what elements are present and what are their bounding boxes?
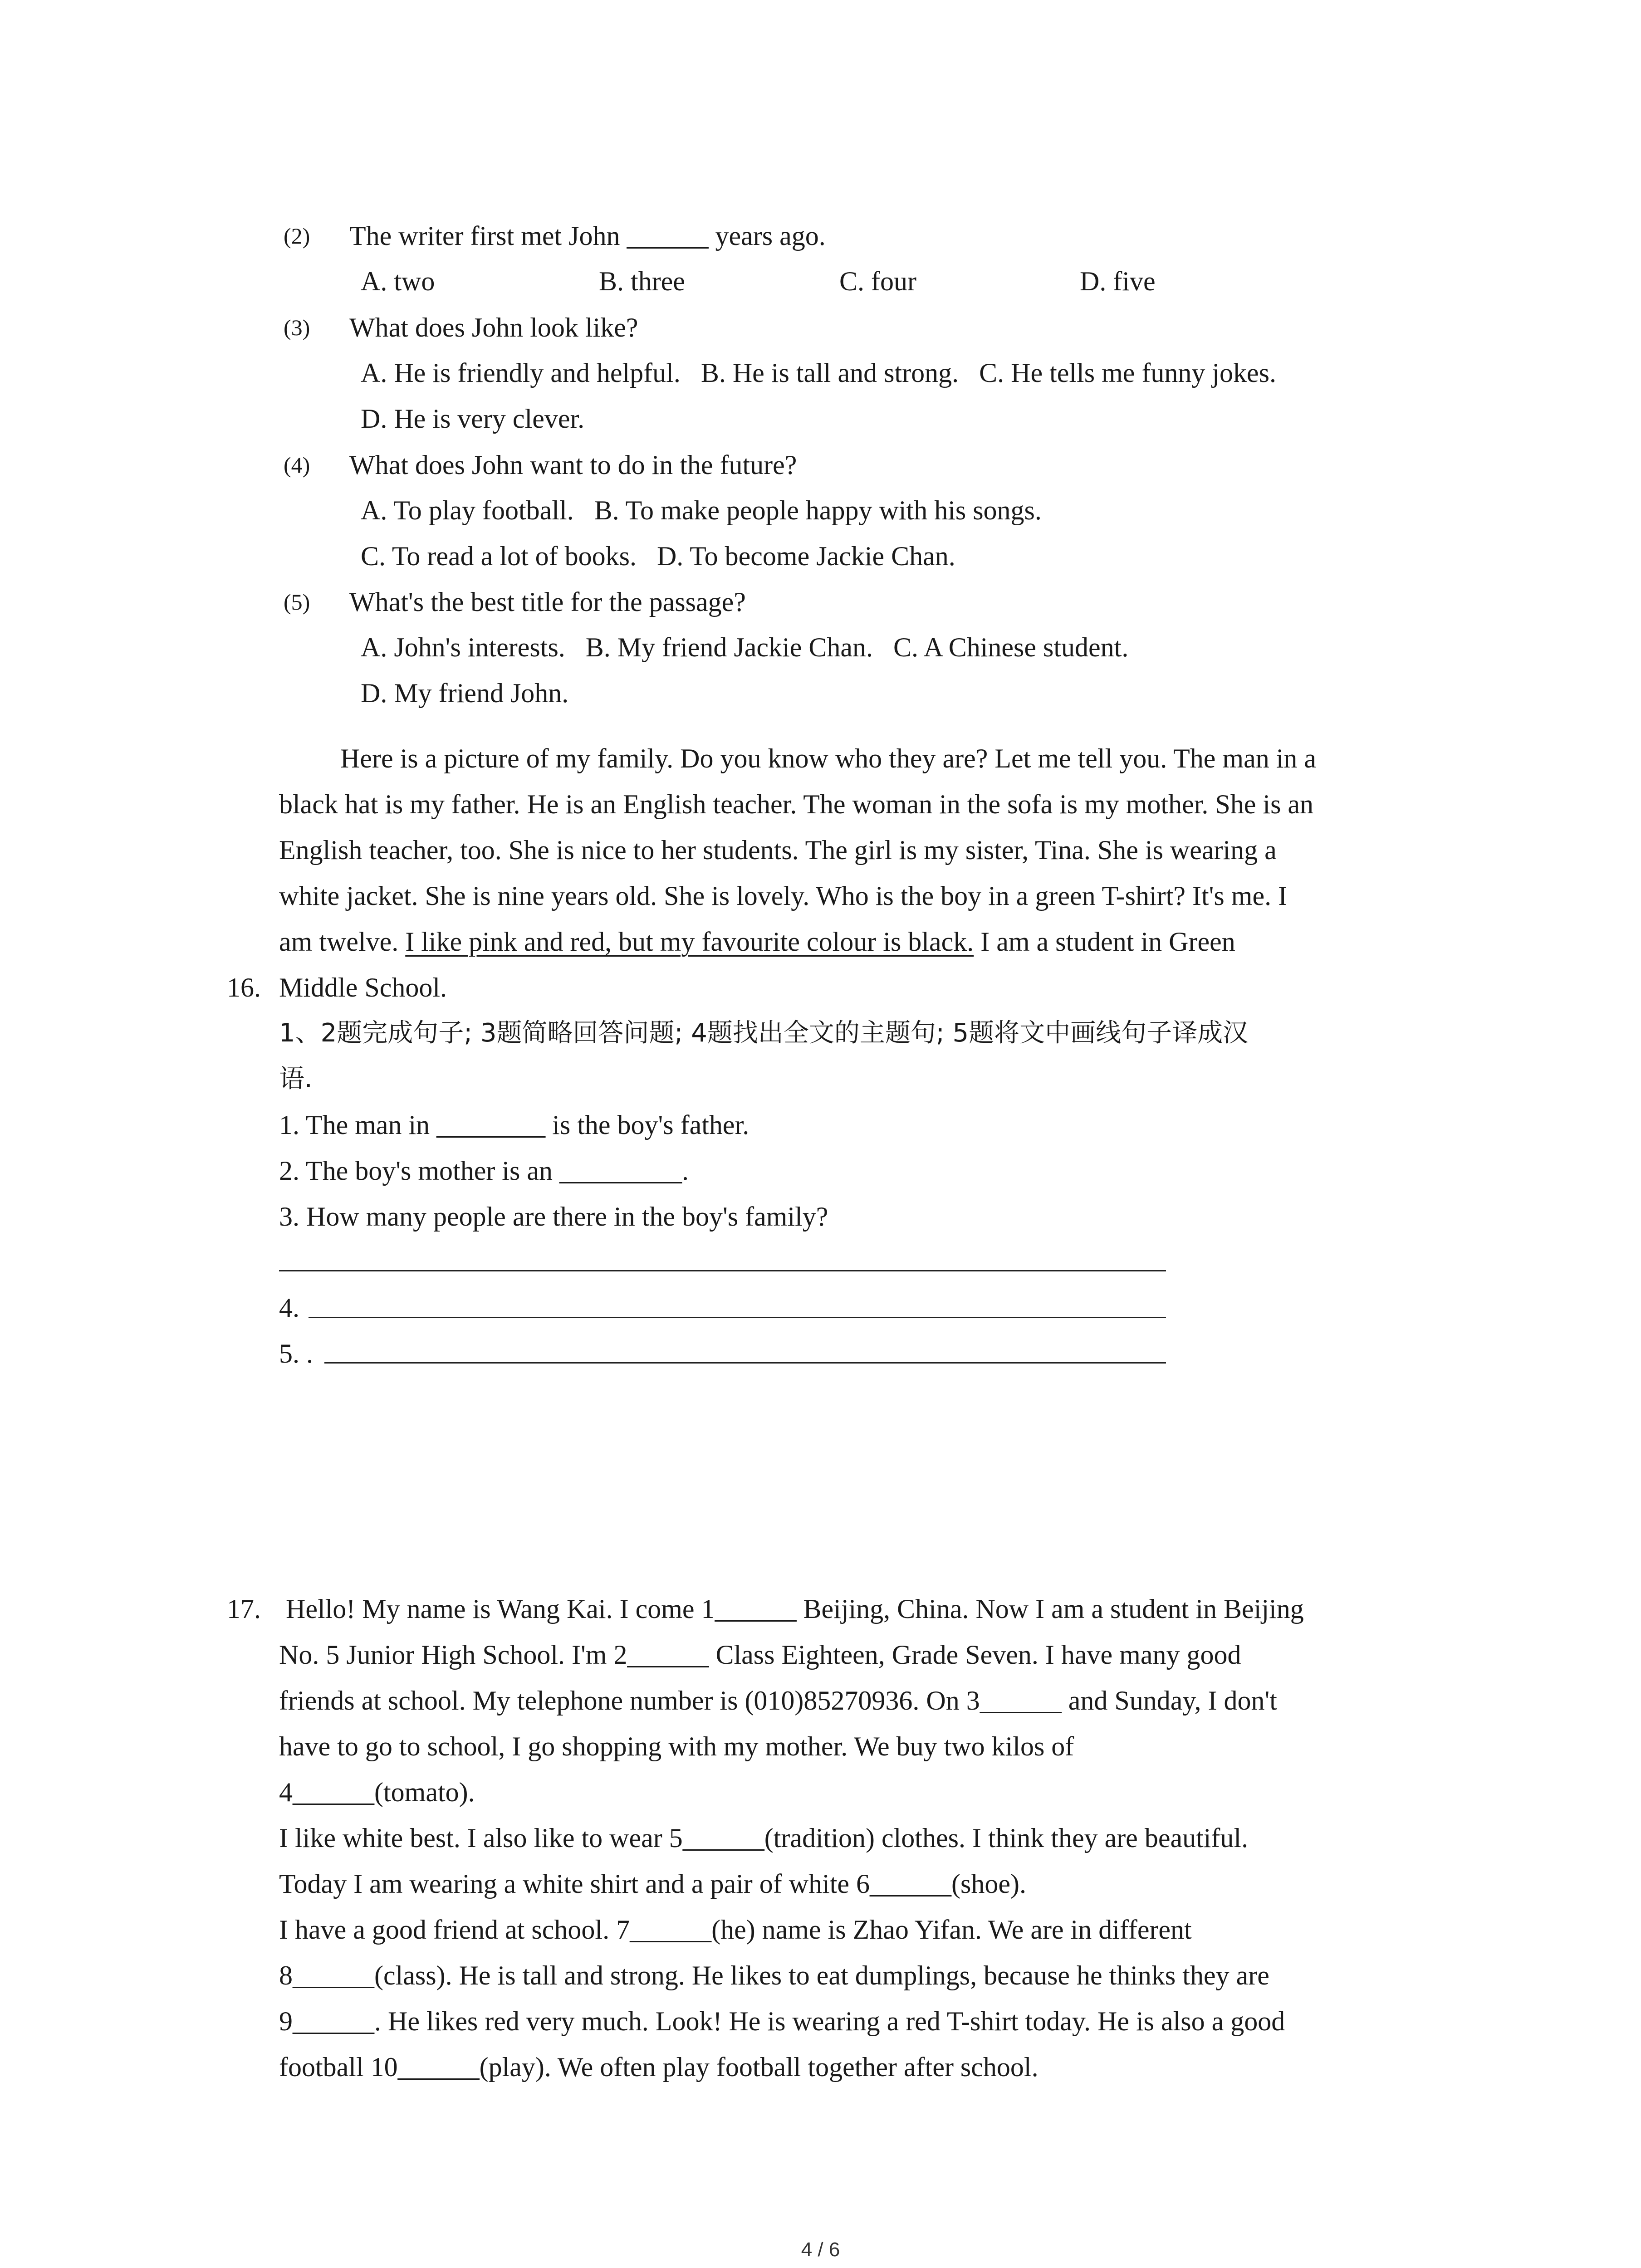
sub-question-3: 3. How many people are there in the boy's family? xyxy=(279,1202,828,1232)
passage-line: Hello! My name is Wang Kai. I come 1______ Beijing, China. Now I am a student in Beijing xyxy=(286,1594,1304,1624)
sub-question-2: 2. The boy's mother is an _________. xyxy=(279,1156,689,1186)
question-number: 17. xyxy=(227,1594,261,1624)
passage-line: I have a good friend at school. 7______(he) name is Zhao Yifan. We are in different xyxy=(279,1915,1192,1945)
option-d: D. five xyxy=(1080,266,1156,296)
instruction-text: 语. xyxy=(279,1064,313,1094)
page-number: 4 / 6 xyxy=(801,2239,840,2261)
passage-line: am twelve. I like pink and red, but my favourite colour is black. I am a student in Green xyxy=(279,927,1235,957)
passage-line: 4______(tomato). xyxy=(279,1777,475,1807)
options-line: A. To play football. B. To make people happy with his songs. xyxy=(361,495,1042,525)
passage-line: white jacket. She is nine years old. She is lovely. Who is the boy in a green T-shirt? It's me. I xyxy=(279,881,1288,911)
option-b: B. three xyxy=(599,266,685,296)
options-line: A. John's interests. B. My friend Jackie Chan. C. A Chinese student. xyxy=(361,632,1129,662)
passage-line: football 10______(play). We often play football together after school. xyxy=(279,2052,1038,2082)
item-number: (4) xyxy=(284,452,310,478)
options-line: D. My friend John. xyxy=(361,678,569,708)
passage-line: have to go to school, I go shopping with my mother. We buy two kilos of xyxy=(279,1731,1074,1761)
option-a: A. two xyxy=(361,266,435,296)
sub-question-4-label: 4. xyxy=(279,1293,299,1323)
passage-line: English teacher, too. She is nice to her students. The girl is my sister, Tina. She is wearing a xyxy=(279,835,1277,865)
sub-question-5-label: 5. . xyxy=(279,1339,313,1369)
option-c: C. four xyxy=(839,266,916,296)
passage-line: friends at school. My telephone number is (010)85270936. On 3______ and Sunday, I don't xyxy=(279,1686,1277,1716)
sub-question-1: 1. The man in ________ is the boy's father. xyxy=(279,1110,749,1140)
passage-line: Today I am wearing a white shirt and a pair of white 6______(shoe). xyxy=(279,1869,1026,1899)
item-stem: The writer first met John ______ years ago. xyxy=(349,221,826,251)
options-line: D. He is very clever. xyxy=(361,404,585,434)
answer-line-4[interactable] xyxy=(309,1317,1166,1318)
answer-line-3[interactable] xyxy=(279,1270,1166,1271)
item-number: (3) xyxy=(284,315,310,340)
options-line: C. To read a lot of books. D. To become Jackie Chan. xyxy=(361,541,955,571)
passage-line: Middle School. xyxy=(279,973,447,1002)
item-stem: What's the best title for the passage? xyxy=(349,587,746,617)
passage-line: Here is a picture of my family. Do you know who they are? Let me tell you. The man in a xyxy=(340,743,1317,773)
passage-line: I like white best. I also like to wear 5______(tradition) clothes. I think they are beautiful. xyxy=(279,1823,1249,1853)
item-number: (2) xyxy=(284,223,310,249)
passage-line: black hat is my father. He is an English teacher. The woman in the sofa is my mother. She is an xyxy=(279,789,1314,819)
item-stem: What does John want to do in the future? xyxy=(349,450,797,480)
passage-line: No. 5 Junior High School. I'm 2______ Class Eighteen, Grade Seven. I have many good xyxy=(279,1640,1241,1670)
item-stem: What does John look like? xyxy=(349,313,638,342)
answer-line-5[interactable] xyxy=(324,1362,1166,1364)
item-number: (5) xyxy=(284,589,310,615)
passage-line: 9______. He likes red very much. Look! He is wearing a red T-shirt today. He is also a good xyxy=(279,2006,1285,2036)
question-number: 16. xyxy=(227,973,261,1002)
underlined-sentence: I like pink and red, but my favourite colour is black. xyxy=(405,927,974,957)
instruction-text: 1、2题完成句子; 3题简略回答问题; 4题找出全文的主题句; 5题将文中画线句子译成汉 xyxy=(279,1018,1249,1048)
passage-line: 8______(class). He is tall and strong. He likes to eat dumplings, because he thinks they are xyxy=(279,1960,1269,1990)
options-line: A. He is friendly and helpful. B. He is tall and strong. C. He tells me funny jokes. xyxy=(361,358,1276,388)
